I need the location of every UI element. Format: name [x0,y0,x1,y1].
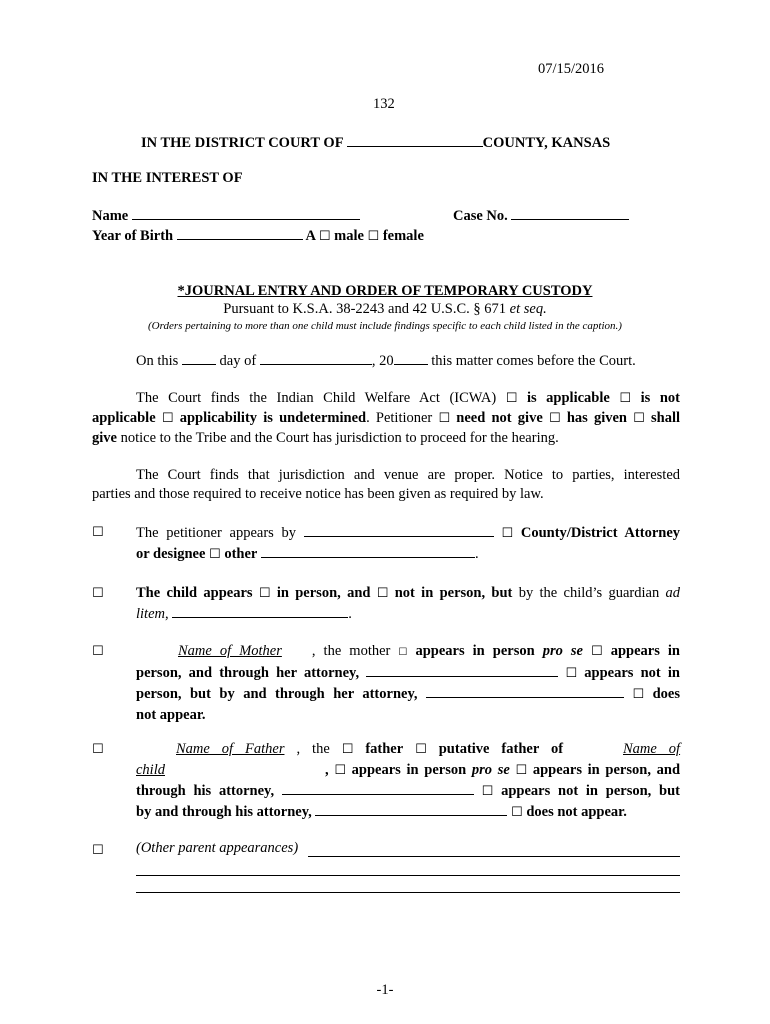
year-of-birth-row [92,227,424,245]
page-number: -1- [376,982,394,998]
child-in-person-checkbox-icon[interactable]: ☐ [258,586,271,601]
not-appear-label: not appear. [136,707,206,723]
father-does-not-appear-checkbox-icon[interactable]: ☐ [511,805,523,820]
other-parent-label: (Other parent appearances) [136,840,299,856]
guardian-field[interactable] [172,605,348,618]
name-label: Name [92,208,129,224]
mother-item [136,641,680,725]
caption-note: (Orders pertaining to more than one child must include findings specific to each child listed in the caption.) [148,320,622,332]
father-attorney-field[interactable] [282,782,474,795]
is-applicable-label: is applicable [526,390,610,406]
other-label: other [224,546,258,562]
in-person-and-label: in person, and [276,585,371,601]
year-prefix: , 20 [371,353,394,369]
icwa-not-applicable-checkbox-icon[interactable]: ☐ [619,391,632,406]
litem-text: litem [136,606,165,622]
case-no-field[interactable] [511,207,629,220]
form-number: 132 [373,96,395,112]
a-label: A [305,228,316,244]
father-label: father [365,741,404,757]
jurisdiction-text-1: The Court finds that jurisdiction and venue are proper. Notice to parties, interested [136,467,680,483]
mother-not-in-person-checkbox-icon[interactable]: ☐ [565,666,578,681]
father-appears-in-person-label: appears in person [351,762,467,778]
child-field-end[interactable]: child [136,762,165,778]
icwa-undetermined-checkbox-icon[interactable]: ☐ [161,411,174,426]
child-item: The child appears ☐ in person, and ☐ not in person, but by the child’s guardian ad litem, . [136,585,681,622]
year-field[interactable] [394,352,428,365]
month-field[interactable] [260,352,372,365]
need-not-give-checkbox-icon[interactable]: ☐ [438,411,451,426]
icwa-line-3 [92,430,559,447]
shall-give-checkbox-icon[interactable]: ☐ [633,411,645,426]
father-not-in-person-checkbox-icon[interactable]: ☐ [481,784,494,799]
year-of-birth-field[interactable] [177,227,303,240]
mother-item-checkbox-icon[interactable]: ☐ [92,644,104,659]
jurisdiction-line-2: parties and those required to receive notice has been given as required by law. [92,486,544,502]
father-pro-se-checkbox-icon[interactable]: ☐ [334,763,346,778]
mother-pro-se-checkbox-icon[interactable]: ☐ [398,647,408,658]
male-checkbox-icon[interactable]: ☐ [318,229,331,244]
child-not-in-person-checkbox-icon[interactable]: ☐ [376,586,389,601]
other-parent-line-1[interactable] [308,856,680,857]
not-in-person-label: not in person, but [394,585,513,601]
date: 07/15/2016 [538,61,605,77]
icwa-end-text: notice to the Tribe and the Court has jurisdiction to proceed for the hearing. [120,430,559,446]
mother-does-not-appear-checkbox-icon[interactable]: ☐ [632,687,645,702]
by-and-through-his-attorney-label: by and through his attorney, [136,804,312,820]
male-label: male [334,228,364,244]
name-field[interactable] [132,207,360,220]
appears-not-in-label: appears not in [584,665,680,681]
other-parent-line-3[interactable] [136,892,680,893]
does-label: does [652,686,680,702]
female-label: female [382,228,424,244]
ad-text: ad [665,585,681,601]
pro-se-label: pro se [542,643,583,659]
petitioner-text: . Petitioner [366,410,433,426]
but-through-her-attorney-label: person, but by and through her attorney, [136,686,418,702]
interest-of: IN THE INTEREST OF [92,170,243,186]
the-mother-text: , the mother [311,643,391,659]
through-his-attorney-label: through his attorney, [136,783,275,799]
court-title [141,134,610,152]
et-seq: et seq. [509,301,547,317]
county-attorney-checkbox-icon[interactable]: ☐ [501,526,514,541]
pursuant-text: Pursuant to K.S.A. 38-2243 and 42 U.S.C. § 671 [223,301,507,317]
is-not-label: is not [640,390,680,406]
petitioner-field[interactable] [304,524,494,537]
need-not-give-label: need not give [456,410,543,426]
or-designee-label: or designee [136,546,206,562]
child-appears-label: The child appears [136,585,253,601]
county-attorney-label: County/District Attorney [520,525,680,541]
has-given-checkbox-icon[interactable]: ☐ [548,411,561,426]
court-title-left: IN THE DISTRICT COURT OF [141,135,344,151]
father-does-not-appear-label: does not appear. [526,804,627,820]
mother-attorney-field-2[interactable] [426,685,624,698]
icwa-line-2 [92,410,680,427]
other-parent-checkbox-icon[interactable]: ☐ [92,843,104,858]
case-no-label: Case No. [453,208,508,224]
father-appears-not-in-person-label: appears not in person, but [501,783,681,799]
through-her-attorney-label: person, and through her attorney, [136,665,360,681]
putative-father-label: putative father of [438,741,564,757]
icwa-text: The Court finds the Indian Child Welfare Act (ICWA) [136,390,497,406]
mother-attorney-checkbox-icon[interactable]: ☐ [591,644,603,659]
give-label: give [92,430,117,446]
name-of-father-field[interactable]: Name of Father [176,741,285,757]
the-text: , the [296,741,330,757]
petitioner-item: The petitioner appears by ☐ County/District Attorney or designee ☐ other . [136,523,680,565]
applicable-label: applicable [92,410,156,426]
year-of-birth-label: Year of Birth [92,228,174,244]
father-appears-in-person-and-label: appears in person, and [532,762,681,778]
name-of-child-field[interactable]: Name of [623,741,681,757]
father-item-checkbox-icon[interactable]: ☐ [92,742,104,757]
court-title-right: COUNTY, KANSAS [482,135,611,151]
day-field[interactable] [182,352,216,365]
icwa-applicable-checkbox-icon[interactable]: ☐ [505,391,518,406]
county-blank[interactable] [347,134,483,147]
undetermined-label: applicability is undetermined [179,410,367,426]
pursuant-line [0,301,770,318]
father-pro-se-label: pro se [471,762,510,778]
jurisdiction-line-1 [92,467,680,484]
shall-label: shall [651,410,681,426]
petitioner-item-checkbox-icon[interactable]: ☐ [92,525,104,540]
child-item-checkbox-icon[interactable]: ☐ [92,586,104,601]
on-this-line [136,352,636,370]
name-of-mother-field[interactable]: Name of Mother [178,643,282,659]
appears-in-person-label: appears in person [415,643,535,659]
name-row [92,207,360,225]
petitioner-appears-text: The petitioner appears by [136,525,297,541]
on-this-text: On this [136,353,179,369]
father-attorney-field-2[interactable] [315,803,507,816]
father-item: Name of Father , the ☐ father ☐ putative father of Name of child , ☐ appears in person pro se ☐ appears in person, and through his attorney, ☐ appears not in person, but by and through his attorney, ☐ does not appear. [136,739,680,823]
mother-attorney-field[interactable] [366,664,558,677]
comes-before-text: this matter comes before the Court. [431,353,636,369]
putative-father-checkbox-icon[interactable]: ☐ [415,742,427,757]
document-title: *JOURNAL ENTRY AND ORDER OF TEMPORARY CUSTODY [177,283,593,299]
father-in-person-attorney-checkbox-icon[interactable]: ☐ [515,763,528,778]
guardian-text: by the child’s guardian [518,585,660,601]
other-field[interactable] [261,545,475,558]
day-of-text: day of [219,353,257,369]
has-given-label: has given [566,410,627,426]
appears-in-label: appears in [610,643,680,659]
female-checkbox-icon[interactable]: ☐ [367,229,380,244]
other-parent-line-2[interactable] [136,875,680,876]
other-checkbox-icon[interactable]: ☐ [209,547,221,562]
case-no-row [453,207,629,225]
icwa-line-1 [92,390,680,407]
father-checkbox-icon[interactable]: ☐ [341,742,354,757]
